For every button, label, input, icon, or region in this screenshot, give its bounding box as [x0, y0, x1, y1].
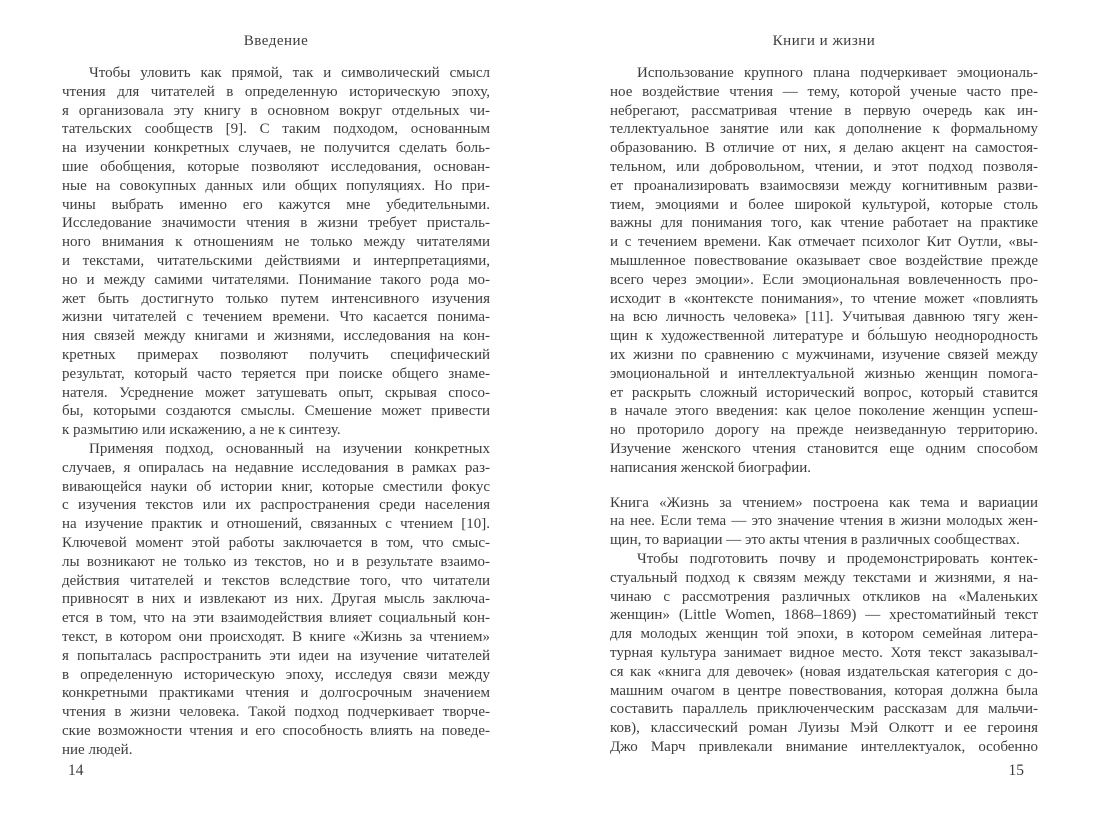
text-line: к размытию или искажению, а не к синтезу.	[62, 422, 341, 439]
text-line: тательских сообществ [9]. С таким подходом, основанным	[62, 121, 490, 138]
text-line: Книга «Жизнь за чтением» построена как тема и вариации	[610, 494, 1038, 511]
text-line: Изучение женского чтения становится еще одним способом	[610, 440, 1038, 457]
text-line: ется в том, что на эти взаимодействия влияет социальный кон-	[62, 610, 490, 627]
text-line: стуальный подход к связям между текстами и жизнями, я на-	[610, 569, 1038, 586]
text-line: на изучении конкретных случаев, не получится сделать боль-	[62, 140, 490, 157]
text-line: на нее. Если тема — это значение чтения в жизни молодых жен-	[610, 513, 1038, 530]
text-line: в определенную историческую эпоху, исследуя связи между	[62, 666, 490, 683]
text-line: тием, эмоциями и более широкой культурой, которые столь	[610, 196, 1038, 213]
text-line: тельном, или добровольном, чтении, и этот подход позволя-	[610, 158, 1038, 175]
text-line: шие обобщения, которые позволяют исследования, основан-	[62, 158, 490, 175]
text-line: написания женской биографии.	[610, 459, 812, 476]
text-line: привносят в них и извлекают из них. Другая мысль заключа-	[62, 591, 490, 608]
text-line: на изучение практик и отношений, связанных с чтением [10].	[62, 516, 490, 533]
text-line: кретных примерах позволяют получить специфический	[62, 346, 490, 363]
text-line: мышленное повествование оказывает свое воздействие прежде	[610, 252, 1038, 269]
paragraph-gap	[610, 478, 1038, 494]
text-line: машним очагом в центре повествования, которая должна была	[610, 682, 1038, 699]
text-line: чинаю с рассмотрения различных откликов на «Маленьких	[610, 588, 1038, 605]
page-number-left: 14	[68, 762, 84, 779]
text-line: ного внимания к отношениям не только между читателями	[62, 234, 490, 251]
text-line: жизни читателей с течением времени. Что касается понима-	[62, 309, 490, 326]
text-line: их жизни по сравнению с мужчинами, изучение связей между	[610, 346, 1038, 363]
text-line: ние людей.	[62, 741, 133, 758]
text-line: всего через эмоции». Если эмоциональная вовлеченность про-	[610, 271, 1038, 288]
right-page	[610, 0, 1038, 825]
page-body-right	[610, 64, 1038, 757]
text-line: и с течением времени. Как отмечает психолог Кит Оутли, «вы-	[610, 234, 1038, 251]
text-line: бы, которыми создаются смыслы. Смешение может привести	[62, 403, 490, 420]
text-line: конкретными практиками чтения и долгосрочным значением	[62, 685, 490, 702]
text-line: я организовала эту книгу в основном вокруг отдельных чи-	[62, 102, 490, 119]
text-line: Джо Марч привлекали внимание интеллектуалок, особенно	[610, 738, 1038, 755]
text-line: ся как «книга для девочек» (новая издательская категория с до-	[610, 663, 1038, 680]
text-line: чины выбрать именно его кажутся мне убедительными.	[62, 196, 490, 213]
text-line: ет раскрыть сложный исторический вопрос, который ставится	[610, 384, 1038, 401]
text-line: Исследование значимости чтения в жизни требует присталь-	[62, 215, 490, 232]
text-line: Чтобы уловить как прямой, так и символический смысл	[89, 65, 490, 81]
running-header-left: Введение	[243, 33, 309, 49]
text-line: жет быть достигнуто только путем интенсивного изучения	[62, 290, 490, 307]
text-line: я попыталась распространить эти идеи на изучение читателей	[62, 647, 490, 664]
text-line: результат, который часто теряется при поиске общего знаме-	[62, 365, 490, 382]
text-line: ное воздействие чтения — тему, которой ученые часто пре-	[610, 83, 1038, 100]
text-line: теллектуальное занятие или как дополнение к формальному	[610, 121, 1038, 138]
text-line: но проторило дорогу на прежде неизведанную территорию.	[610, 422, 1038, 439]
text-line: турная культура занимает видное место. Хотя текст заказывал-	[610, 644, 1038, 661]
text-line: чтения для читателей в определенную историческую эпоху,	[62, 83, 490, 100]
text-line: эмоциональной и интеллектуальной жизнью женщин помога-	[610, 365, 1038, 382]
text-line: женщин» (Little Women, 1868–1869) — хрестоматийный текст	[610, 607, 1038, 624]
text-line: важны для понимания того, как чтение работает на практике	[610, 215, 1038, 232]
text-line: Ключевой момент этой работы заключается в том, что смыс-	[62, 534, 490, 551]
text-line: составить параллель приключенческим рассказам для мальчи-	[610, 701, 1038, 718]
text-line: щин к художественной литературе и бо́льшую неоднородность	[610, 328, 1038, 345]
text-line: текст, в котором они происходят. В книге «Жизнь за чтением»	[62, 628, 490, 645]
text-line: ет проанализировать взаимосвязи между когнитивным разви-	[610, 177, 1038, 194]
text-line: для молодых женщин той эпохи, в котором семейная литера-	[610, 626, 1038, 643]
running-header-right: Книги и жизни	[772, 33, 876, 49]
text-line: и текстами, читательскими действиями и интерпретациями,	[62, 252, 490, 269]
text-line: щин, то вариации — это акты чтения в различных сообществах.	[610, 532, 1020, 549]
text-line: вивающейся науки об истории книг, которые сместили фокус	[62, 478, 490, 495]
text-line: но и между самими читателями. Понимание такого рода мо-	[62, 271, 490, 288]
text-line: с изучения текстов или их распространения среди населения	[62, 497, 490, 514]
text-line: ные на совокупных данных или общих популяциях. Но при-	[62, 177, 490, 194]
text-line: образованию. В отличие от них, я делаю акцент на самостоя-	[610, 140, 1038, 157]
left-page	[62, 0, 490, 825]
text-line: на всю личность человека» [11]. Учитывая давнюю тягу жен-	[610, 309, 1038, 326]
text-line: ские возможности чтения и его способность влиять на поведе-	[62, 722, 490, 739]
page-body-left	[62, 64, 490, 759]
text-line: исходит в «контексте понимания», то чтение может «повлиять	[610, 290, 1038, 307]
text-line: чтения в жизни человека. Такой подход подчеркивает творче-	[62, 704, 490, 721]
text-line: ния связей между книгами и жизнями, исследования на кон-	[62, 328, 490, 345]
page-number-right: 15	[1008, 762, 1024, 779]
text-line: в начале этого введения: как целое поколение женщин успеш-	[610, 403, 1038, 420]
text-line: лы возникают не только из текстов, но и в результате взаимо-	[62, 553, 490, 570]
text-line: ков), классический роман Луизы Мэй Олкотт и ее героиня	[610, 720, 1038, 737]
text-line: Чтобы подготовить почву и продемонстрировать контек-	[637, 550, 1038, 567]
text-line: Использование крупного плана подчеркивает эмоциональ-	[637, 65, 1038, 81]
text-line: Применяя подход, основанный на изучении конкретных	[89, 440, 490, 457]
text-line: небрегают, рассматривая чтение в первую очередь как ин-	[610, 102, 1038, 119]
text-line: действия читателей и текстов вследствие того, что читатели	[62, 572, 490, 589]
text-line: нателя. Усреднение может затушевать опыт, скрывая спосо-	[62, 384, 490, 401]
text-line: случаев, я опиралась на недавние исследования в рамках раз-	[62, 459, 490, 476]
